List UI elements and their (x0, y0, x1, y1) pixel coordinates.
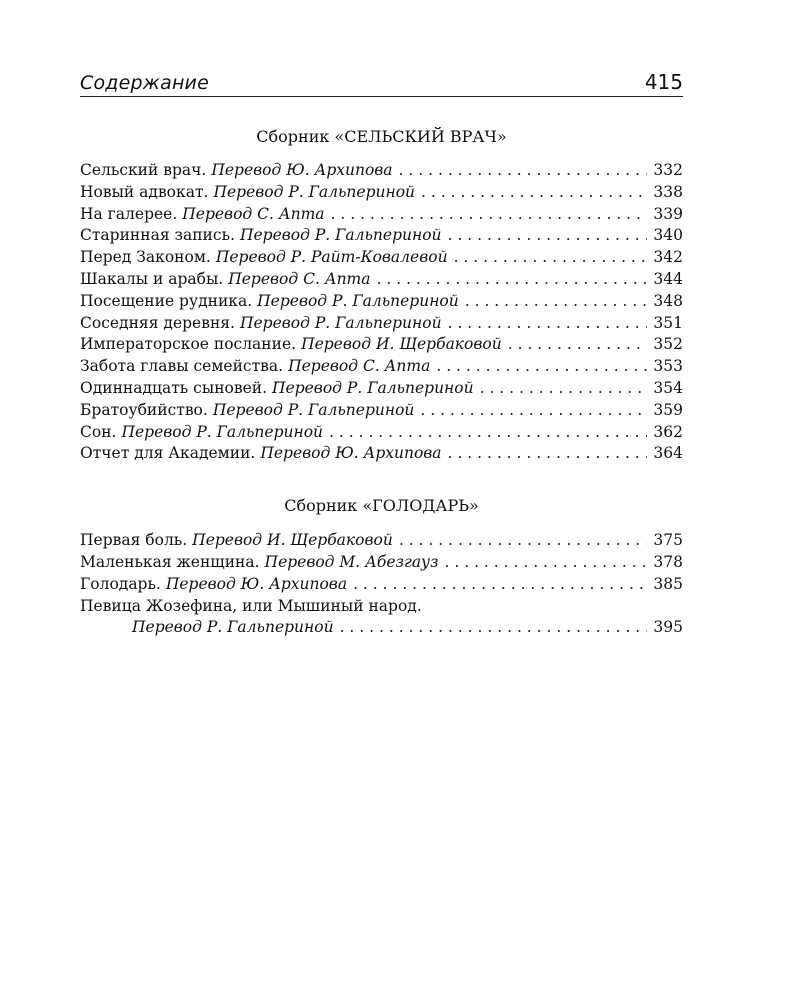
dot-leader (377, 269, 648, 291)
toc-entry[interactable] (80, 313, 683, 335)
toc-entry-title: Забота главы семейства. (80, 357, 284, 376)
running-header (80, 70, 683, 97)
toc-entry[interactable] (80, 530, 683, 552)
toc-entry-page: 395 (653, 618, 683, 637)
toc-entry-title: На галерее. (80, 204, 178, 223)
toc-entry[interactable] (80, 334, 683, 356)
toc-entry-two-line[interactable] (80, 596, 683, 640)
toc-entry[interactable] (80, 269, 683, 291)
toc-entry-page: 375 (653, 531, 683, 550)
toc-entry-translator: Перевод Р. Гальпериной (121, 422, 324, 441)
dot-leader (454, 247, 647, 269)
toc-entry-title: Отчет для Академии. (80, 444, 256, 463)
toc-entry-page: 351 (653, 313, 683, 332)
toc-entry-title: Старинная запись. (80, 226, 235, 245)
toc-entry-page: 348 (653, 291, 683, 310)
toc-entry-title: Певица Жозефина, или Мышиный народ. (80, 596, 422, 615)
toc-entry-title: Соседняя деревня. (80, 313, 235, 332)
toc-entry-page: 385 (653, 574, 683, 593)
toc-entry-title: Императорское послание. (80, 335, 297, 354)
toc-entry-title: Сон. (80, 422, 117, 441)
toc-entry-translator: Перевод И. Щербаковой (192, 531, 393, 550)
toc-list-golodar (80, 530, 683, 595)
toc-entry[interactable] (80, 160, 683, 182)
dot-leader (399, 530, 647, 552)
toc-entry-page: 353 (653, 357, 683, 376)
toc-page (80, 70, 683, 639)
toc-entry-translator: Перевод Р. Гальпериной (213, 182, 416, 201)
toc-entry[interactable] (80, 204, 683, 226)
toc-entry-title: Сельский врач. (80, 161, 207, 179)
toc-entry-page: 354 (653, 378, 683, 397)
toc-entry[interactable] (80, 356, 683, 378)
dot-leader (436, 356, 647, 378)
toc-entry-translator: Перевод Р. Гальпериной (212, 400, 415, 419)
dot-leader (465, 291, 647, 313)
toc-entry-title: Первая боль. (80, 531, 188, 550)
toc-entry-title: Братоубийство. (80, 400, 208, 419)
section-title-golodar: Сборник «ГОЛОДАРЬ» (284, 496, 479, 516)
toc-entry-title: Маленькая женщина. (80, 552, 260, 571)
dot-leader (420, 400, 647, 422)
toc-entry-page: 359 (653, 400, 683, 419)
dot-leader (421, 182, 647, 204)
toc-entry-translator: Перевод С. Апта (182, 204, 325, 223)
toc-entry-title: Новый адвокат. (80, 182, 209, 201)
dot-leader (329, 422, 647, 444)
toc-entry-translator: Перевод Р. Гальпериной (257, 291, 459, 310)
toc-entry-title: Перед Законом. (80, 248, 211, 267)
toc-entry-translator: Перевод Р. Гальпериной (272, 378, 474, 397)
toc-entry-translator: Перевод М. Абезгауз (264, 552, 439, 571)
dot-leader (448, 225, 647, 247)
toc-entry-translator: Перевод Р. Гальпериной (239, 226, 442, 245)
dot-leader (448, 313, 647, 335)
toc-entry-page: 340 (653, 226, 683, 245)
section-title-selsky-vrach: Сборник «СЕЛЬСКИЙ ВРАЧ» (256, 127, 507, 146)
dot-leader (508, 334, 647, 356)
dot-leader (399, 160, 647, 182)
toc-entry[interactable] (80, 291, 683, 313)
dot-leader (331, 204, 647, 226)
toc-entry-translator: Перевод Ю. Архипова (165, 574, 348, 593)
dot-leader (445, 552, 647, 574)
toc-entry-page: 362 (653, 422, 683, 441)
toc-entry-title: Одиннадцать сыновей. (80, 378, 268, 397)
toc-entry-translator: Перевод Р. Гальпериной (239, 313, 442, 332)
toc-entry-translator: Перевод Р. Райт-Ковалевой (215, 248, 448, 267)
toc-entry-title: Посещение рудника. (80, 291, 253, 310)
toc-entry-translator: Перевод Ю. Архипова (260, 444, 442, 463)
toc-entry[interactable] (80, 443, 683, 465)
toc-entry-page: 378 (653, 552, 683, 571)
toc-entry[interactable] (80, 247, 683, 269)
toc-entry-translator: Перевод С. Апта (288, 357, 431, 376)
toc-list-selsky-vrach (80, 160, 683, 465)
toc-entry[interactable] (80, 225, 683, 247)
toc-entry-page: 342 (653, 248, 683, 267)
toc-entry-page: 339 (653, 204, 683, 223)
toc-entry-translator: Перевод С. Апта (228, 269, 371, 288)
dot-leader (480, 378, 647, 400)
toc-entry[interactable] (80, 182, 683, 204)
toc-entry[interactable] (80, 574, 683, 596)
toc-entry-page: 364 (653, 444, 683, 463)
dot-leader (448, 443, 647, 465)
toc-entry-translator: Перевод Ю. Архипова (211, 161, 393, 179)
toc-entry[interactable] (80, 378, 683, 400)
toc-entry-translator: Перевод Р. Гальпериной (132, 618, 334, 637)
running-title: Содержание (80, 72, 209, 94)
dot-leader (353, 574, 647, 596)
toc-entry-translator: Перевод И. Щербаковой (301, 335, 502, 354)
toc-entry-page: 332 (653, 161, 683, 179)
toc-entry[interactable] (80, 400, 683, 422)
toc-entry[interactable] (80, 552, 683, 574)
toc-entry[interactable] (80, 422, 683, 444)
toc-entry-page: 338 (653, 182, 683, 201)
page-number: 415 (644, 70, 683, 94)
toc-entry-title: Шакалы и арабы. (80, 269, 224, 288)
dot-leader (340, 617, 647, 639)
toc-entry-title: Голодарь. (80, 574, 161, 593)
toc-entry-page: 352 (653, 335, 683, 354)
toc-entry-page: 344 (653, 269, 683, 288)
toc-entry-continuation (80, 617, 683, 639)
